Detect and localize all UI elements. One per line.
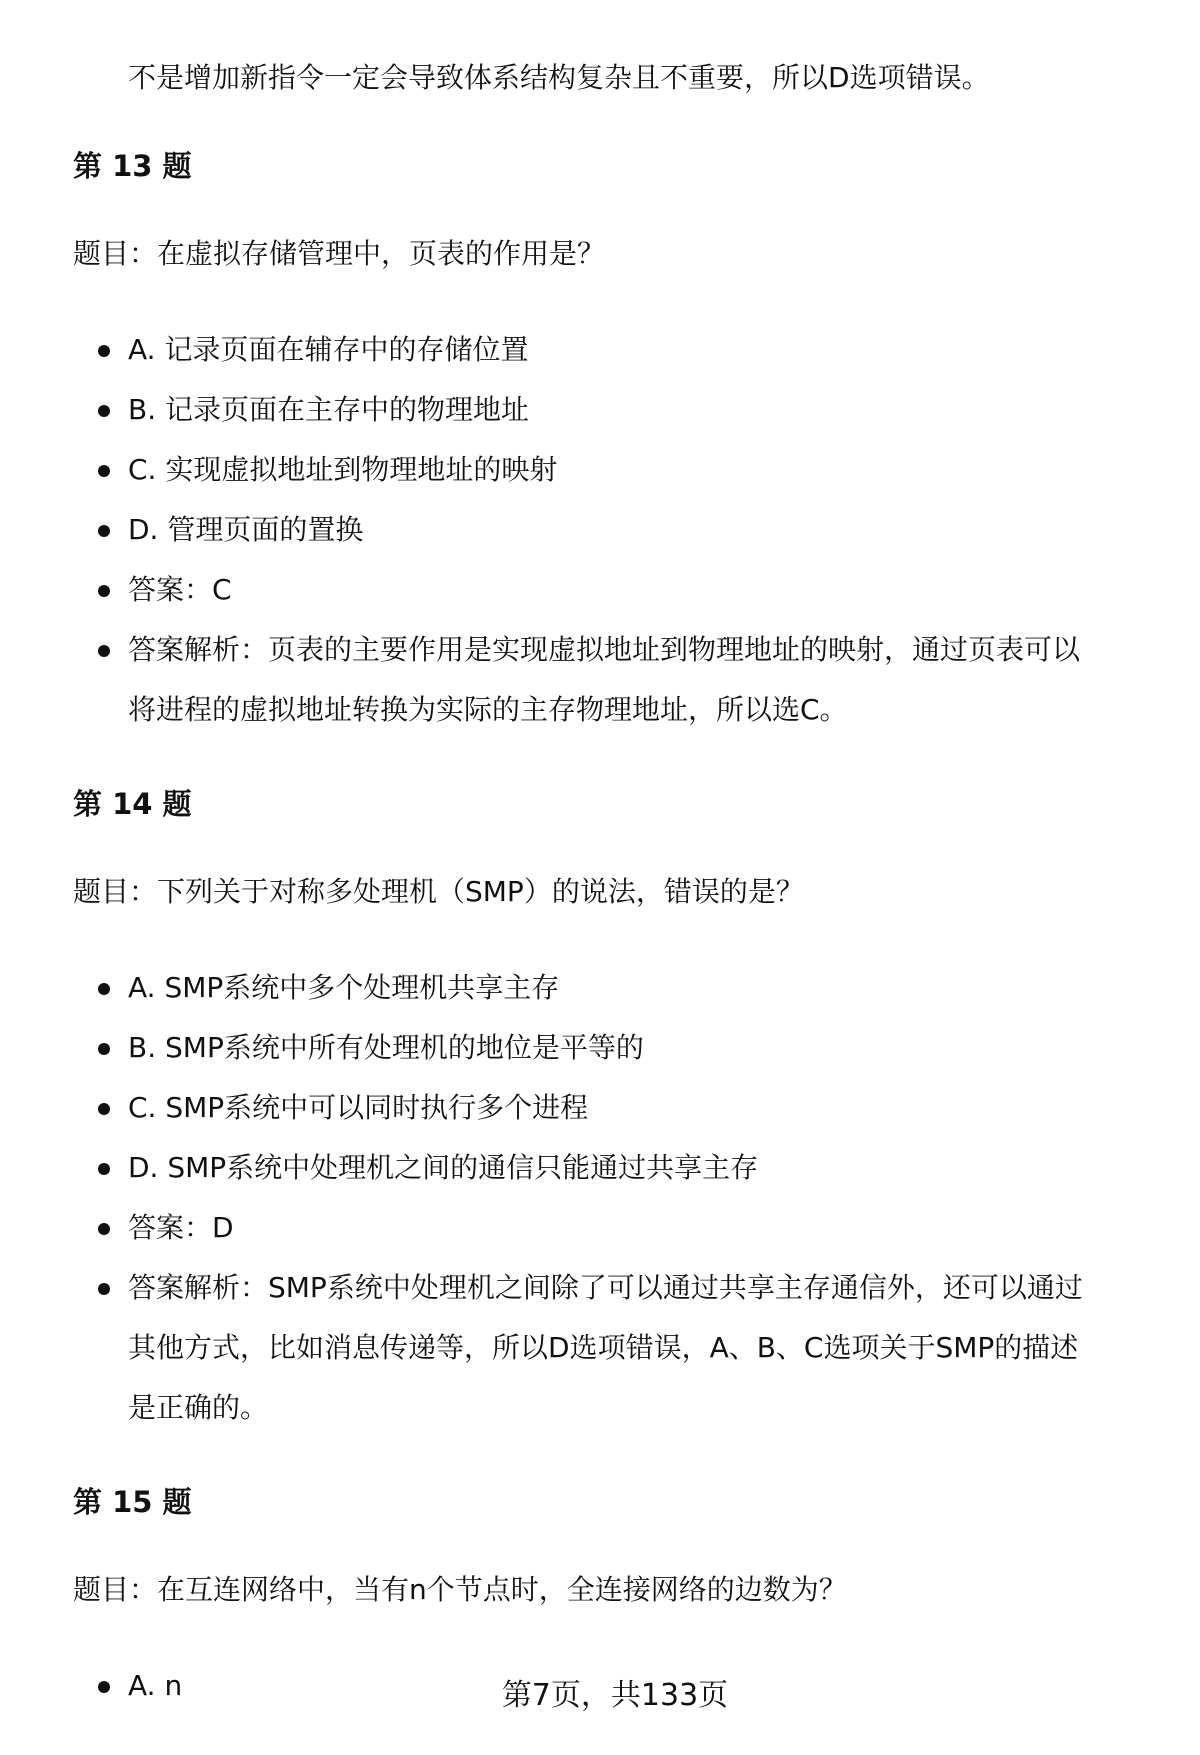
option-b: B. 记录页面在主存中的物理地址 (73, 380, 1153, 440)
question-13 (73, 146, 1153, 740)
bullet-icon (98, 983, 110, 995)
option-c: C. SMP系统中可以同时执行多个进程 (73, 1078, 1153, 1138)
bullet-icon (98, 1163, 110, 1175)
bullet-icon (98, 465, 110, 477)
bullet-icon (98, 1223, 110, 1235)
option-list (73, 320, 1153, 740)
bullet-icon (98, 645, 110, 657)
question-14 (73, 784, 1153, 1438)
answer-analysis: 答案解析：SMP系统中处理机之间除了可以通过共享主存通信外，还可以通过 其他方式，比如消息传递等，所以D选项错误，A、B、C选项关于SMP的描述 是正确的。 (73, 1258, 1153, 1438)
question-stem: 题目：下列关于对称多处理机（SMP）的说法，错误的是？ (73, 875, 804, 908)
bullet-icon (98, 345, 110, 357)
option-c: C. 实现虚拟地址到物理地址的映射 (73, 440, 1153, 500)
bullet-icon (98, 1283, 110, 1295)
question-stem: 题目：在虚拟存储管理中，页表的作用是？ (73, 237, 606, 270)
bullet-icon (98, 1043, 110, 1055)
continuation-text: 不是增加新指令一定会导致体系结构复杂且不重要，所以D选项错误。 (128, 61, 990, 94)
answer: 答案：C (73, 560, 1153, 620)
bullet-icon (98, 1103, 110, 1115)
answer: 答案：D (73, 1198, 1153, 1258)
bullet-icon (98, 585, 110, 597)
option-d: D. SMP系统中处理机之间的通信只能通过共享主存 (73, 1138, 1153, 1198)
question-stem: 题目：在互连网络中，当有n个节点时，全连接网络的边数为？ (73, 1573, 847, 1606)
option-b: B. SMP系统中所有处理机的地位是平等的 (73, 1018, 1153, 1078)
bullet-icon (98, 525, 110, 537)
option-a: A. 记录页面在辅存中的存储位置 (73, 320, 1153, 380)
answer-analysis: 答案解析：页表的主要作用是实现虚拟地址到物理地址的映射，通过页表可以 将进程的虚拟地址转换为实际的主存物理地址，所以选C。 (73, 620, 1153, 740)
option-d: D. 管理页面的置换 (73, 500, 1153, 560)
question-heading: 第 14 题 (73, 787, 192, 821)
option-a: A. n (73, 1656, 1153, 1716)
page-footer: 第7页，共133页 (501, 1678, 729, 1713)
document-page (73, 58, 1153, 1716)
question-heading: 第 15 题 (73, 1485, 192, 1519)
option-a: A. SMP系统中多个处理机共享主存 (73, 958, 1153, 1018)
bullet-icon (98, 405, 110, 417)
question-heading: 第 13 题 (73, 149, 192, 183)
option-list (73, 958, 1153, 1438)
